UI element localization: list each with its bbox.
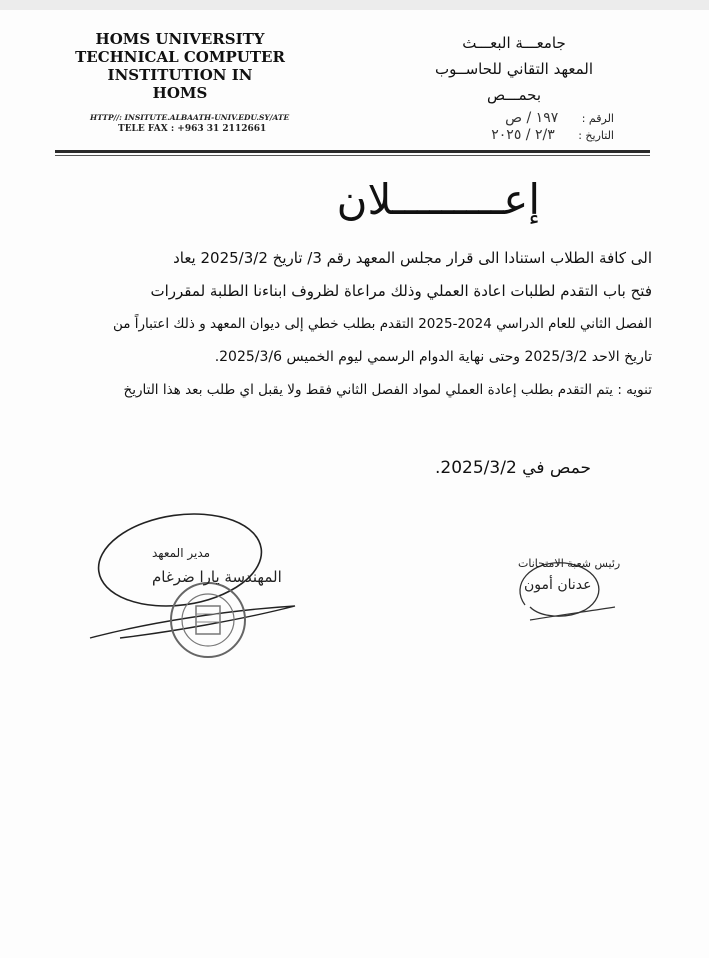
exams-head-title: رئيس شعبة الامتحانات	[518, 557, 621, 570]
header-divider-thin	[55, 155, 650, 156]
announcement-body	[60, 242, 652, 407]
director-name: المهندسة يارا ضرغام	[152, 568, 282, 586]
title-text: إعـــــــــلان	[336, 175, 540, 224]
announcement-title	[180, 175, 540, 245]
body-line-4: تاريخ الاحد 2025/3/2 وحتى نهاية الدوام الرسمي ليوم الخميس 2025/3/6.	[214, 349, 652, 365]
body-line-1: الى كافة الطلاب استنادا الى قرار مجلس المعهد رقم 3/ تاريخ 2025/3/2 يعاد	[173, 249, 652, 267]
header-telefax: TELE FAX : +963 31 2112661	[118, 124, 267, 134]
header-arabic	[414, 30, 614, 108]
scan-top-edge	[0, 0, 709, 10]
ref-value: ١٩٧ / ص	[505, 110, 559, 126]
header-divider-thick	[55, 150, 650, 153]
header-en-line-1: HOMS UNIVERSITY	[95, 30, 265, 48]
body-note: تنويه : يتم التقدم بطلب إعادة العملي لمواد الفصل الثاني فقط ولا يقبل اي طلب بعد هذا التاريخ	[123, 382, 652, 398]
exams-head-signature-block	[500, 535, 620, 635]
institute-stamp-icon	[168, 580, 248, 660]
director-title: مدير المعهد	[152, 546, 211, 560]
header-en-line-4: HOMS	[152, 84, 208, 102]
place-and-date: حمص في 2025/3/2.	[435, 458, 592, 478]
header-ar-line-2: المعهد التقاني للحاســوب	[434, 60, 594, 78]
header-english	[60, 30, 300, 102]
reference-block	[491, 110, 614, 144]
header-ar-line-1: جامعـــة البعـــث	[462, 34, 566, 52]
header-en-line-3: INSTITUTION IN	[107, 66, 253, 84]
header-website: HTTP//: INSITUTE.ALBAATH-UNIV.EDU.SY/ATE	[90, 113, 290, 122]
header-en-line-2: TECHNICAL COMPUTER	[75, 48, 285, 66]
date-label: التاريخ :	[578, 129, 614, 142]
header-ar-line-3: بحمـــص	[486, 86, 542, 104]
date-value: ٢/٣ / ٢٠٢٥	[491, 127, 555, 143]
exams-head-name: عدنان أمون	[524, 577, 592, 593]
body-line-3: الفصل الثاني للعام الدراسي 2024-2025 التقدم بطلب خطي إلى ديوان المعهد و ذلك اعتباراً من	[112, 316, 652, 332]
director-signature-block	[80, 510, 310, 670]
body-line-2: فتح باب التقدم لطلبات اعادة العملي وذلك مراعاة لظروف ابناءنا الطلبة لمقررات	[150, 282, 652, 300]
ref-label: الرقم :	[581, 112, 614, 125]
